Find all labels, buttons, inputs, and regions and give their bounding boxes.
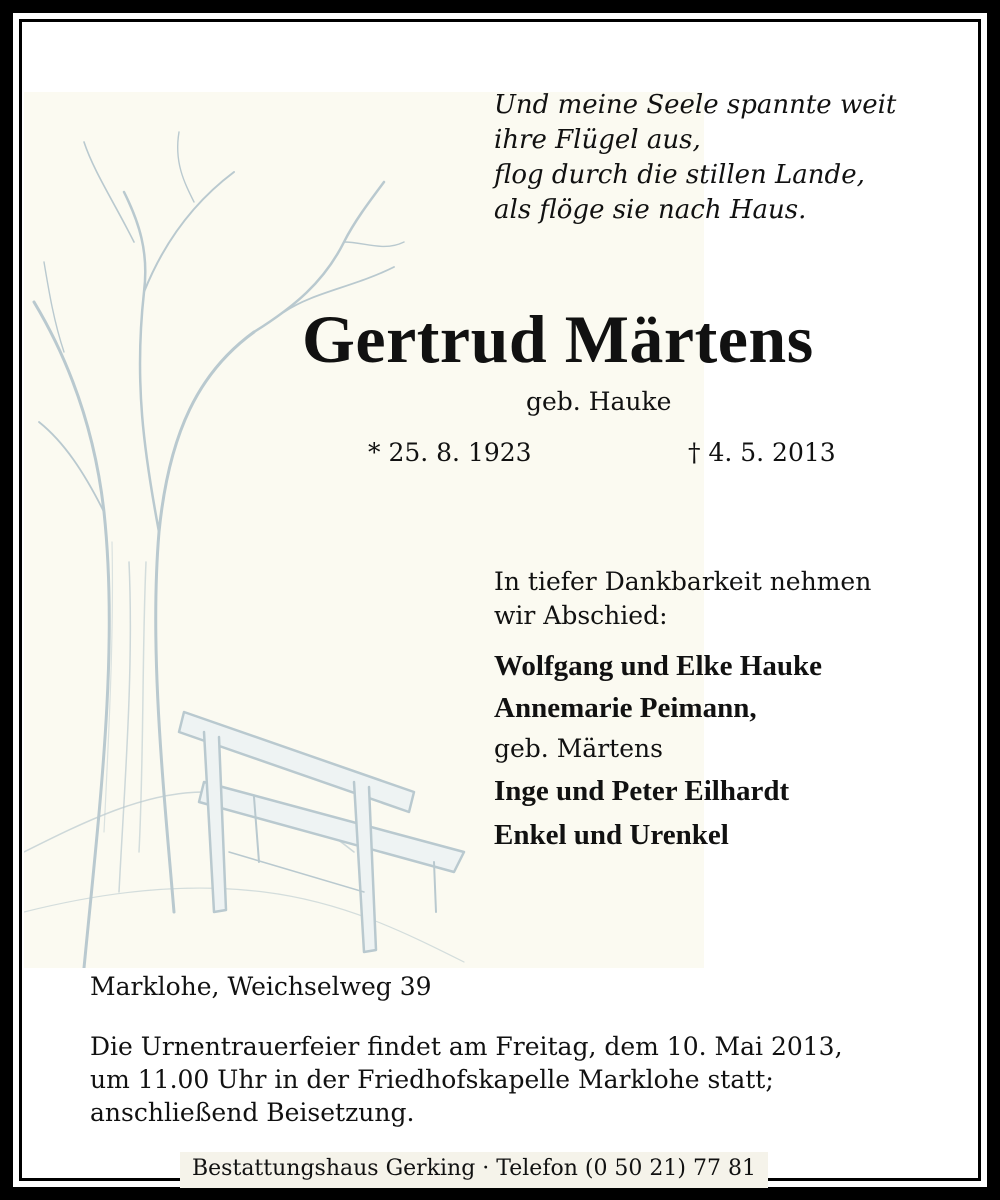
deceased-name: Gertrud Märtens: [302, 301, 814, 377]
ceremony-line: Die Urnentrauerfeier findet am Freitag, dem 10. Mai 2013,: [90, 1032, 843, 1061]
poem-line: als flöge sie nach Haus.: [494, 195, 807, 225]
mourners-intro: In tiefer Dankbarkeit nehmen: [494, 567, 872, 596]
mourner-maiden-name: geb. Märtens: [494, 734, 663, 763]
mourner-name: Inge und Peter Eilhardt: [494, 775, 790, 807]
mourners-block: [494, 565, 871, 857]
birth-date: * 25. 8. 1923: [368, 438, 532, 467]
mourner-name: Enkel und Urenkel: [494, 819, 729, 851]
ceremony-line: anschließend Beisetzung.: [90, 1098, 415, 1127]
death-date: † 4. 5. 2013: [688, 438, 836, 467]
poem: [494, 88, 896, 228]
mourner-name: Wolfgang und Elke Hauke: [494, 650, 822, 682]
ceremony-notice: [90, 1030, 843, 1129]
maiden-name: geb. Hauke: [526, 387, 672, 416]
funeral-home-footer: Bestattungshaus Gerking · Telefon (0 50 21) 77 81: [180, 1152, 768, 1188]
mourners-intro: wir Abschied:: [494, 601, 668, 630]
poem-line: Und meine Seele spannte weit: [494, 90, 897, 120]
ceremony-line: um 11.00 Uhr in der Friedhofskapelle Marklohe statt;: [90, 1065, 774, 1094]
poem-line: ihre Flügel aus,: [494, 125, 701, 155]
address: Marklohe, Weichselweg 39: [90, 972, 432, 1001]
poem-line: flog durch die stillen Lande,: [494, 160, 865, 190]
mourner-name: Annemarie Peimann,: [494, 692, 757, 724]
